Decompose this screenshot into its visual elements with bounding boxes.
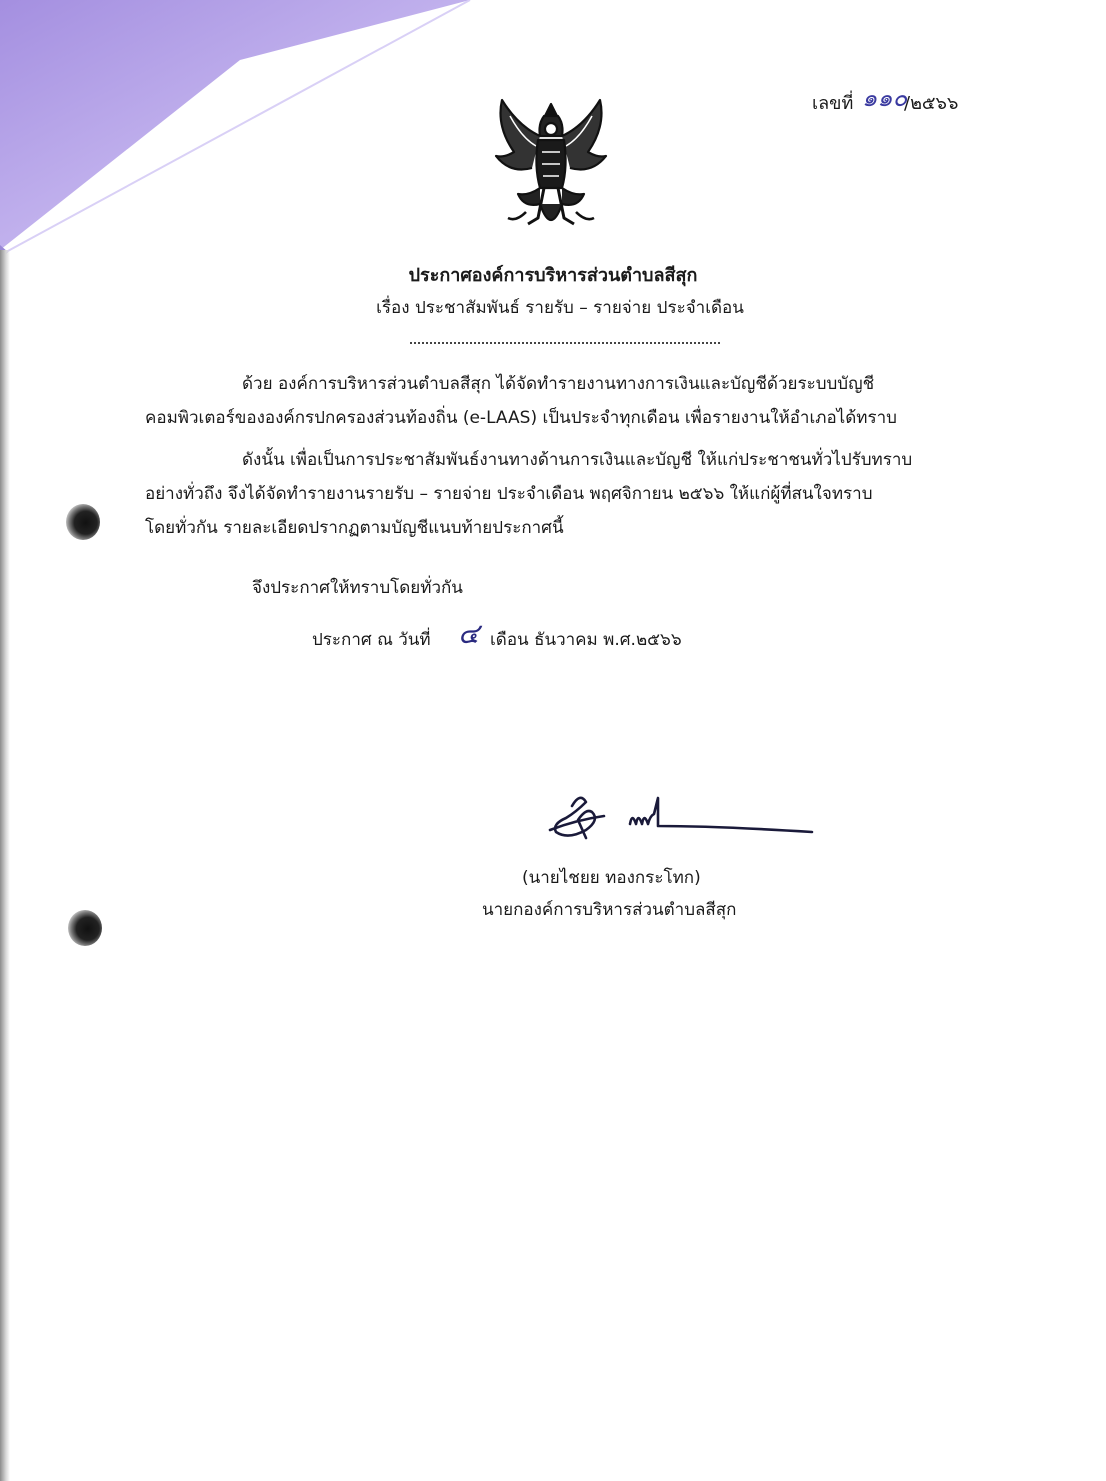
punch-hole-bottom bbox=[68, 910, 102, 946]
date-month-year: เดือน ธันวาคม พ.ศ.๒๕๖๖ bbox=[490, 630, 682, 650]
paragraph-1-line-2: คอมพิวเตอร์ขององค์กรปกครองส่วนท้องถิ่น (e-LAAS) เป็นประจำทุกเดือน เพื่อรายงานให้อำเภอได้ทราบ bbox=[145, 408, 897, 428]
announcement-subject: เรื่อง ประชาสัมพันธ์ รายรับ – รายจ่าย ประจำเดือน bbox=[376, 298, 744, 318]
purple-folder-corner bbox=[0, 0, 480, 260]
date-prefix: ประกาศ ณ วันที่ bbox=[312, 630, 431, 650]
signer-name: (นายไชยย ทองกระโทก) bbox=[522, 868, 701, 888]
date-day-handwritten: ๔ bbox=[458, 617, 480, 650]
punch-hole-top bbox=[66, 504, 100, 540]
paragraph-1-line-1: ด้วย องค์การบริหารส่วนตำบลสีสุก ได้จัดทำรายงานทางการเงินและบัญชีด้วยระบบบัญชี bbox=[242, 374, 875, 394]
signer-title: นายกองค์การบริหารส่วนตำบลสีสุก bbox=[482, 900, 737, 920]
paragraph-2-line-1: ดังนั้น เพื่อเป็นการประชาสัมพันธ์งานทางด้านการเงินและบัญชี ให้แก่ประชาชนทั่วไปรับทราบ bbox=[242, 450, 913, 470]
garuda-emblem-icon bbox=[488, 86, 614, 242]
page-left-edge-shadow bbox=[0, 250, 10, 1481]
announcement-title: ประกาศองค์การบริหารส่วนตำบลสีสุก bbox=[408, 265, 698, 286]
signature-icon bbox=[546, 790, 818, 846]
paragraph-2-line-2: อย่างทั่วถึง จึงได้จัดทำรายงานรายรับ – รายจ่าย ประจำเดือน พฤศจิกายน ๒๕๖๖ ให้แก่ผู้ที่สนใจทราบ bbox=[145, 484, 873, 504]
closing-statement: จึงประกาศให้ทราบโดยทั่วกัน bbox=[252, 578, 463, 598]
title-divider bbox=[410, 342, 720, 344]
doc-number-year: /๒๕๖๖ bbox=[904, 93, 959, 114]
doc-number-handwritten: ๑๑๐ bbox=[862, 84, 908, 112]
doc-number-label: เลขที่ bbox=[812, 93, 854, 114]
paragraph-2-line-3: โดยทั่วกัน รายละเอียดปรากฏตามบัญชีแนบท้ายประกาศนี้ bbox=[145, 518, 564, 538]
